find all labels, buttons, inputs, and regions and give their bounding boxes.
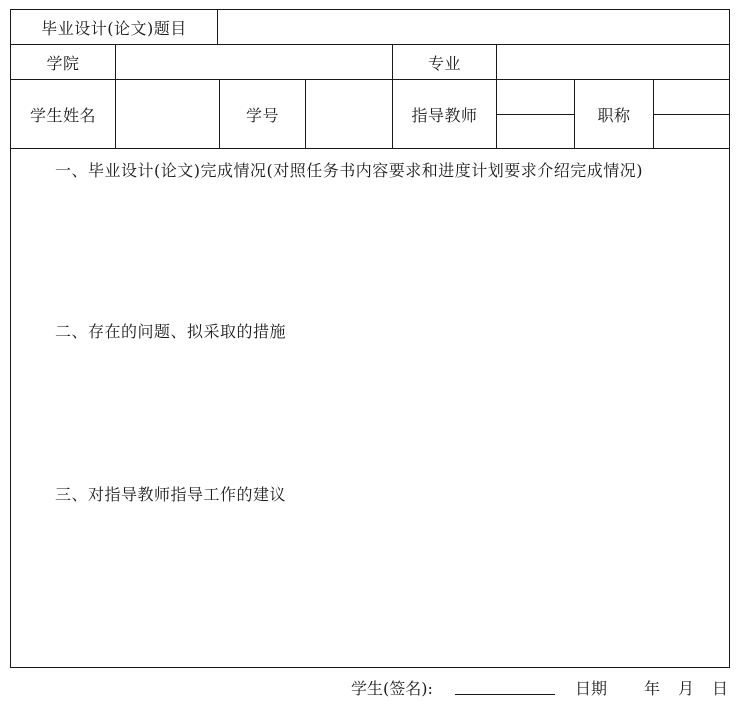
thesis-title-field[interactable]: [218, 10, 729, 44]
student-id-field[interactable]: [306, 80, 392, 148]
day-label: 日: [712, 679, 729, 698]
report-form: [10, 9, 730, 668]
divider: [217, 10, 218, 44]
divider: [11, 148, 729, 149]
advisor-label: 指导教师: [411, 105, 478, 125]
major-field[interactable]: [497, 45, 729, 79]
section-problems-title: 二、存在的问题、拟采取的措施: [55, 322, 287, 341]
signature-footer: [0, 674, 744, 700]
student-name-label: 学生姓名: [29, 105, 96, 125]
month-label: 月: [678, 679, 695, 698]
student-sign-field[interactable]: [455, 694, 555, 695]
student-name-field[interactable]: [116, 80, 219, 148]
year-label: 年: [644, 679, 661, 698]
college-label: 学院: [46, 53, 80, 73]
advisor-field-midline: [497, 114, 574, 115]
section-problems-body[interactable]: [11, 343, 729, 473]
section-suggestions-body[interactable]: [11, 506, 729, 656]
rank-field-midline: [654, 114, 729, 115]
section-completion-body[interactable]: [11, 182, 729, 312]
student-sign-label: 学生(签名):: [351, 679, 433, 698]
rank-label: 职称: [597, 105, 631, 125]
section-completion-title: 一、毕业设计(论文)完成情况(对照任务书内容要求和进度计划要求介绍完成情况): [55, 161, 643, 180]
student-id-label: 学号: [245, 105, 279, 125]
date-label: 日期: [575, 679, 608, 698]
thesis-title-label: 毕业设计(论文)题目: [41, 18, 187, 38]
section-suggestions-title: 三、对指导教师指导工作的建议: [55, 485, 287, 504]
college-field[interactable]: [116, 45, 392, 79]
major-label: 专业: [427, 53, 461, 73]
